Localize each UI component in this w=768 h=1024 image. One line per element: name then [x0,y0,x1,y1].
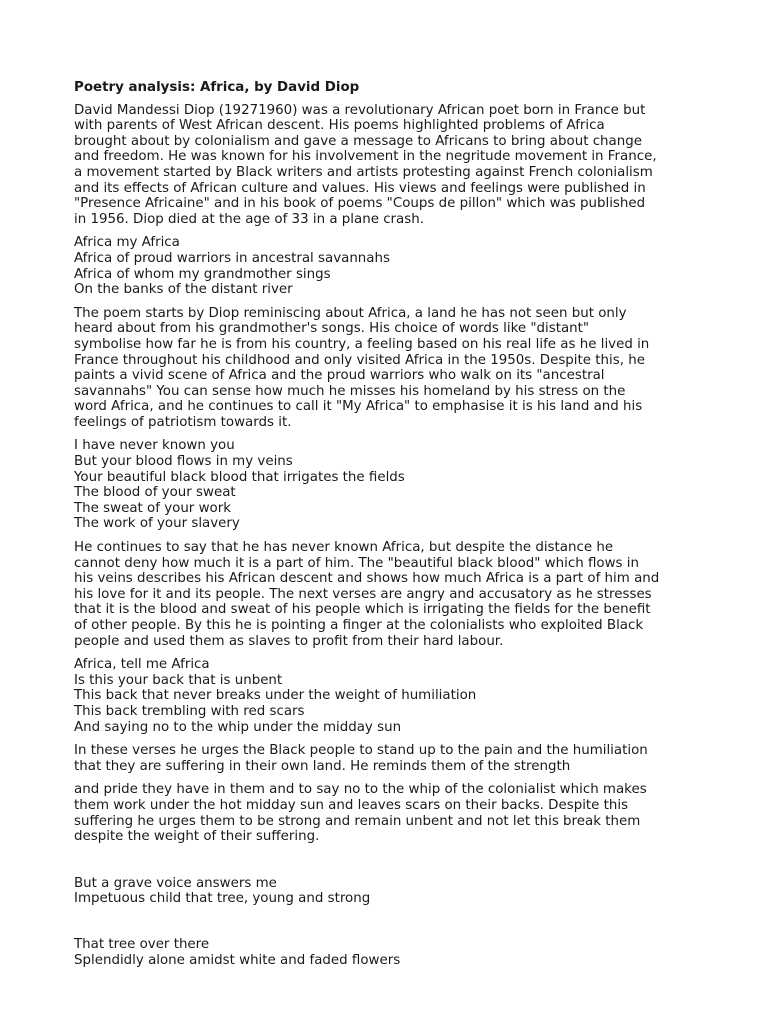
text-line: suffering he urges them to be strong and remain unbent and not let this break them [74,813,641,829]
poem-line: Your beautiful black blood that irrigates the fields [74,469,405,485]
analysis-paragraph-3a [74,743,704,774]
text-line: brought about by colonialism and gave a message to Africans to bring about change [74,133,642,149]
text-line: He continues to say that he has never known Africa, but despite the distance he [74,540,614,556]
poem-stanza-3 [74,657,704,735]
poem-line: That tree over there [74,936,210,952]
text-line: in 1956. Diop died at the age of 33 in a plane crash. [74,211,424,227]
analysis-paragraph-2 [74,540,704,649]
document-title: Poetry analysis: Africa, by David Diop [74,80,360,95]
text-line: feelings of patriotism towards it. [74,414,292,430]
section-spacer [74,853,704,876]
text-line: savannahs" You can sense how much he misses his homeland by his stress on the [74,383,626,399]
poem-line: Africa, tell me Africa [74,657,210,673]
poem-line: But your blood flows in my veins [74,454,293,470]
poem-line: Is this your back that is unbent [74,672,283,688]
poem-line: Africa my Africa [74,235,180,251]
text-line: that it is the blood and sweat of his people which is irrigating the fields for the benefit [74,602,651,618]
text-line: his love for it and its people. The next verses are angry and accusatory as he stresses [74,586,652,602]
analysis-paragraph-1 [74,306,704,431]
text-line: The poem starts by Diop reminiscing about Africa, a land he has not seen but only [74,305,627,321]
poem-line: Africa of proud warriors in ancestral savannahs [74,250,390,266]
poem-line: I have never known you [74,438,235,454]
document-page [74,80,704,976]
text-line: that they are suffering in their own land. He reminds them of the strength [74,758,571,774]
poem-line: And saying no to the whip under the midday sun [74,719,402,735]
analysis-paragraph-3b [74,782,704,844]
poem-stanza-5 [74,937,704,968]
text-line: symbolise how far he is from his country, a feeling based on his real life as he lived in [74,336,650,352]
poem-stanza-1 [74,235,704,297]
text-line: a movement started by Black writers and artists protesting against French colonialism [74,164,653,180]
poem-line: Impetuous child that tree, young and strong [74,891,371,907]
text-line: paints a vivid scene of Africa and the proud warriors who walk on its "ancestral [74,368,605,384]
text-line: "Presence Africaine" and in his book of poems "Coups de pillon" which was published [74,196,646,212]
poem-line: The sweat of your work [74,500,231,516]
poem-line: On the banks of the distant river [74,282,293,298]
poem-line: Splendidly alone amidst white and faded flowers [74,952,401,968]
text-line: his veins describes his African descent and shows how much Africa is a part of him and [74,571,660,587]
poem-line: This back that never breaks under the weight of humiliation [74,688,477,704]
text-line: cannot deny how much it is a part of him. The "beautiful black blood" which flows in [74,555,639,571]
poem-stanza-4 [74,876,704,907]
text-line: them work under the hot midday sun and leaves scars on their backs. Despite this [74,797,629,813]
text-line: word Africa, and he continues to call it "My Africa" to emphasise it is his land and his [74,399,643,415]
text-line: David Mandessi Diop (19271960) was a revolutionary African poet born in France but [74,102,646,118]
text-line: heard about from his grandmother's songs. His choice of words like "distant" [74,321,590,337]
poem-line: But a grave voice answers me [74,875,277,891]
poem-line: This back trembling with red scars [74,703,305,719]
poem-line: The blood of your sweat [74,485,236,501]
text-line: with parents of West African descent. His poems highlighted problems of Africa [74,118,605,134]
text-line: and pride they have in them and to say no to the whip of the colonialist which makes [74,782,647,798]
text-line: France throughout his childhood and only visited Africa in the 1950s. Despite this, he [74,352,645,368]
text-line: people and used them as slaves to profit from their hard labour. [74,633,504,649]
text-line: of other people. By this he is pointing a finger at the colonialists who exploited Black [74,618,644,633]
text-line: and freedom. He was known for his involvement in the negritude movement in France, [74,149,657,165]
text-line: despite the weight of their suffering. [74,829,320,845]
poem-stanza-2 [74,438,704,532]
poem-line: The work of your slavery [74,516,240,532]
text-line: In these verses he urges the Black people to stand up to the pain and the humiliation [74,743,648,759]
intro-paragraph [74,103,704,228]
poem-line: Africa of whom my grandmother sings [74,266,331,282]
section-spacer [74,915,704,937]
text-line: and its effects of African culture and values. His views and feelings were published in [74,180,646,196]
